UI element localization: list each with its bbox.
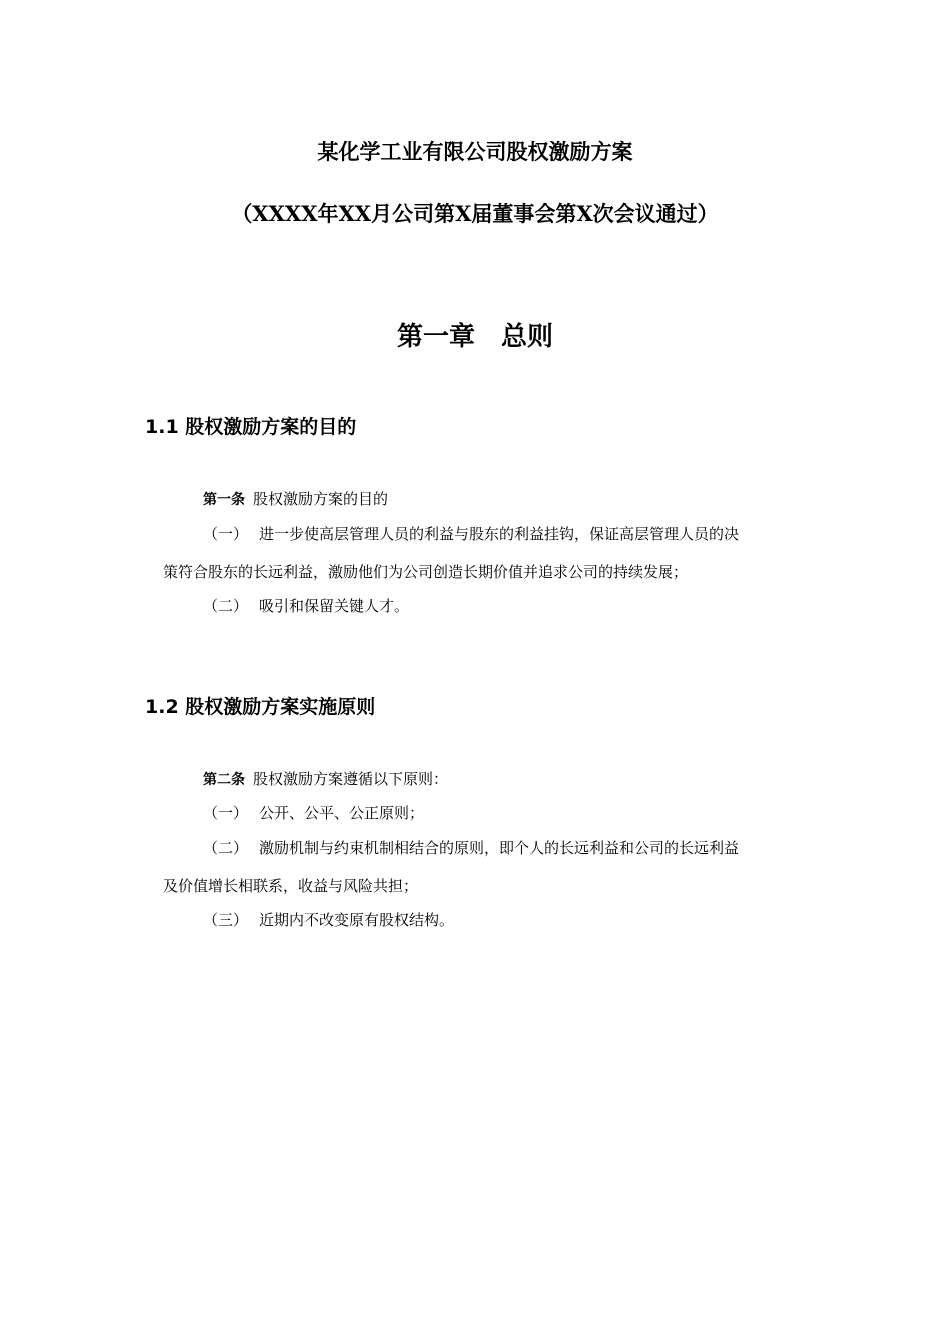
list-item (203, 838, 739, 858)
list-item-text: 公开、公平、公正原则； (259, 804, 425, 822)
list-item-text: 激励机制与约束机制相结合的原则，即个人的长远利益和公司的长远利益 (259, 839, 740, 857)
section-heading-1-1: 1.1 股权激励方案的目的 (145, 416, 357, 438)
chapter-name: 总则 (501, 322, 554, 352)
list-item-continuation: 及价值增长相联系，收益与风险共担； (163, 877, 419, 895)
list-item (203, 910, 454, 930)
list-item-label: （一） (203, 804, 249, 822)
article-label: 第二条 (203, 772, 245, 788)
list-item-label: （二） (203, 839, 249, 857)
document-title: 某化学工业有限公司股权激励方案 (317, 139, 633, 164)
chapter-number: 第一章 (396, 322, 475, 352)
list-item (203, 524, 739, 544)
list-item-label: （一） (203, 525, 249, 543)
list-item (203, 596, 409, 616)
list-item-continuation: 策符合股东的长远利益，激励他们为公司创造长期价值并追求公司的持续发展； (163, 563, 689, 581)
list-item-text: 近期内不改变原有股权结构。 (259, 911, 455, 929)
article-label: 第一条 (203, 492, 245, 508)
article-2 (203, 769, 448, 790)
chapter-title (0, 320, 950, 354)
list-item-text: 吸引和保留关键人才。 (259, 597, 410, 615)
article-text: 股权激励方案的目的 (253, 490, 389, 508)
list-item-label: （三） (203, 911, 249, 929)
list-item (203, 803, 424, 823)
list-item-text: 进一步使高层管理人员的利益与股东的利益挂钩，保证高层管理人员的决 (259, 525, 740, 543)
article-text: 股权激励方案遵循以下原则： (253, 770, 449, 788)
article-1 (203, 489, 388, 510)
document-subtitle: （XXXX年XX月公司第X届董事会第X次会议通过） (231, 201, 719, 226)
section-heading-1-2: 1.2 股权激励方案实施原则 (145, 696, 376, 718)
list-item-label: （二） (203, 597, 249, 615)
